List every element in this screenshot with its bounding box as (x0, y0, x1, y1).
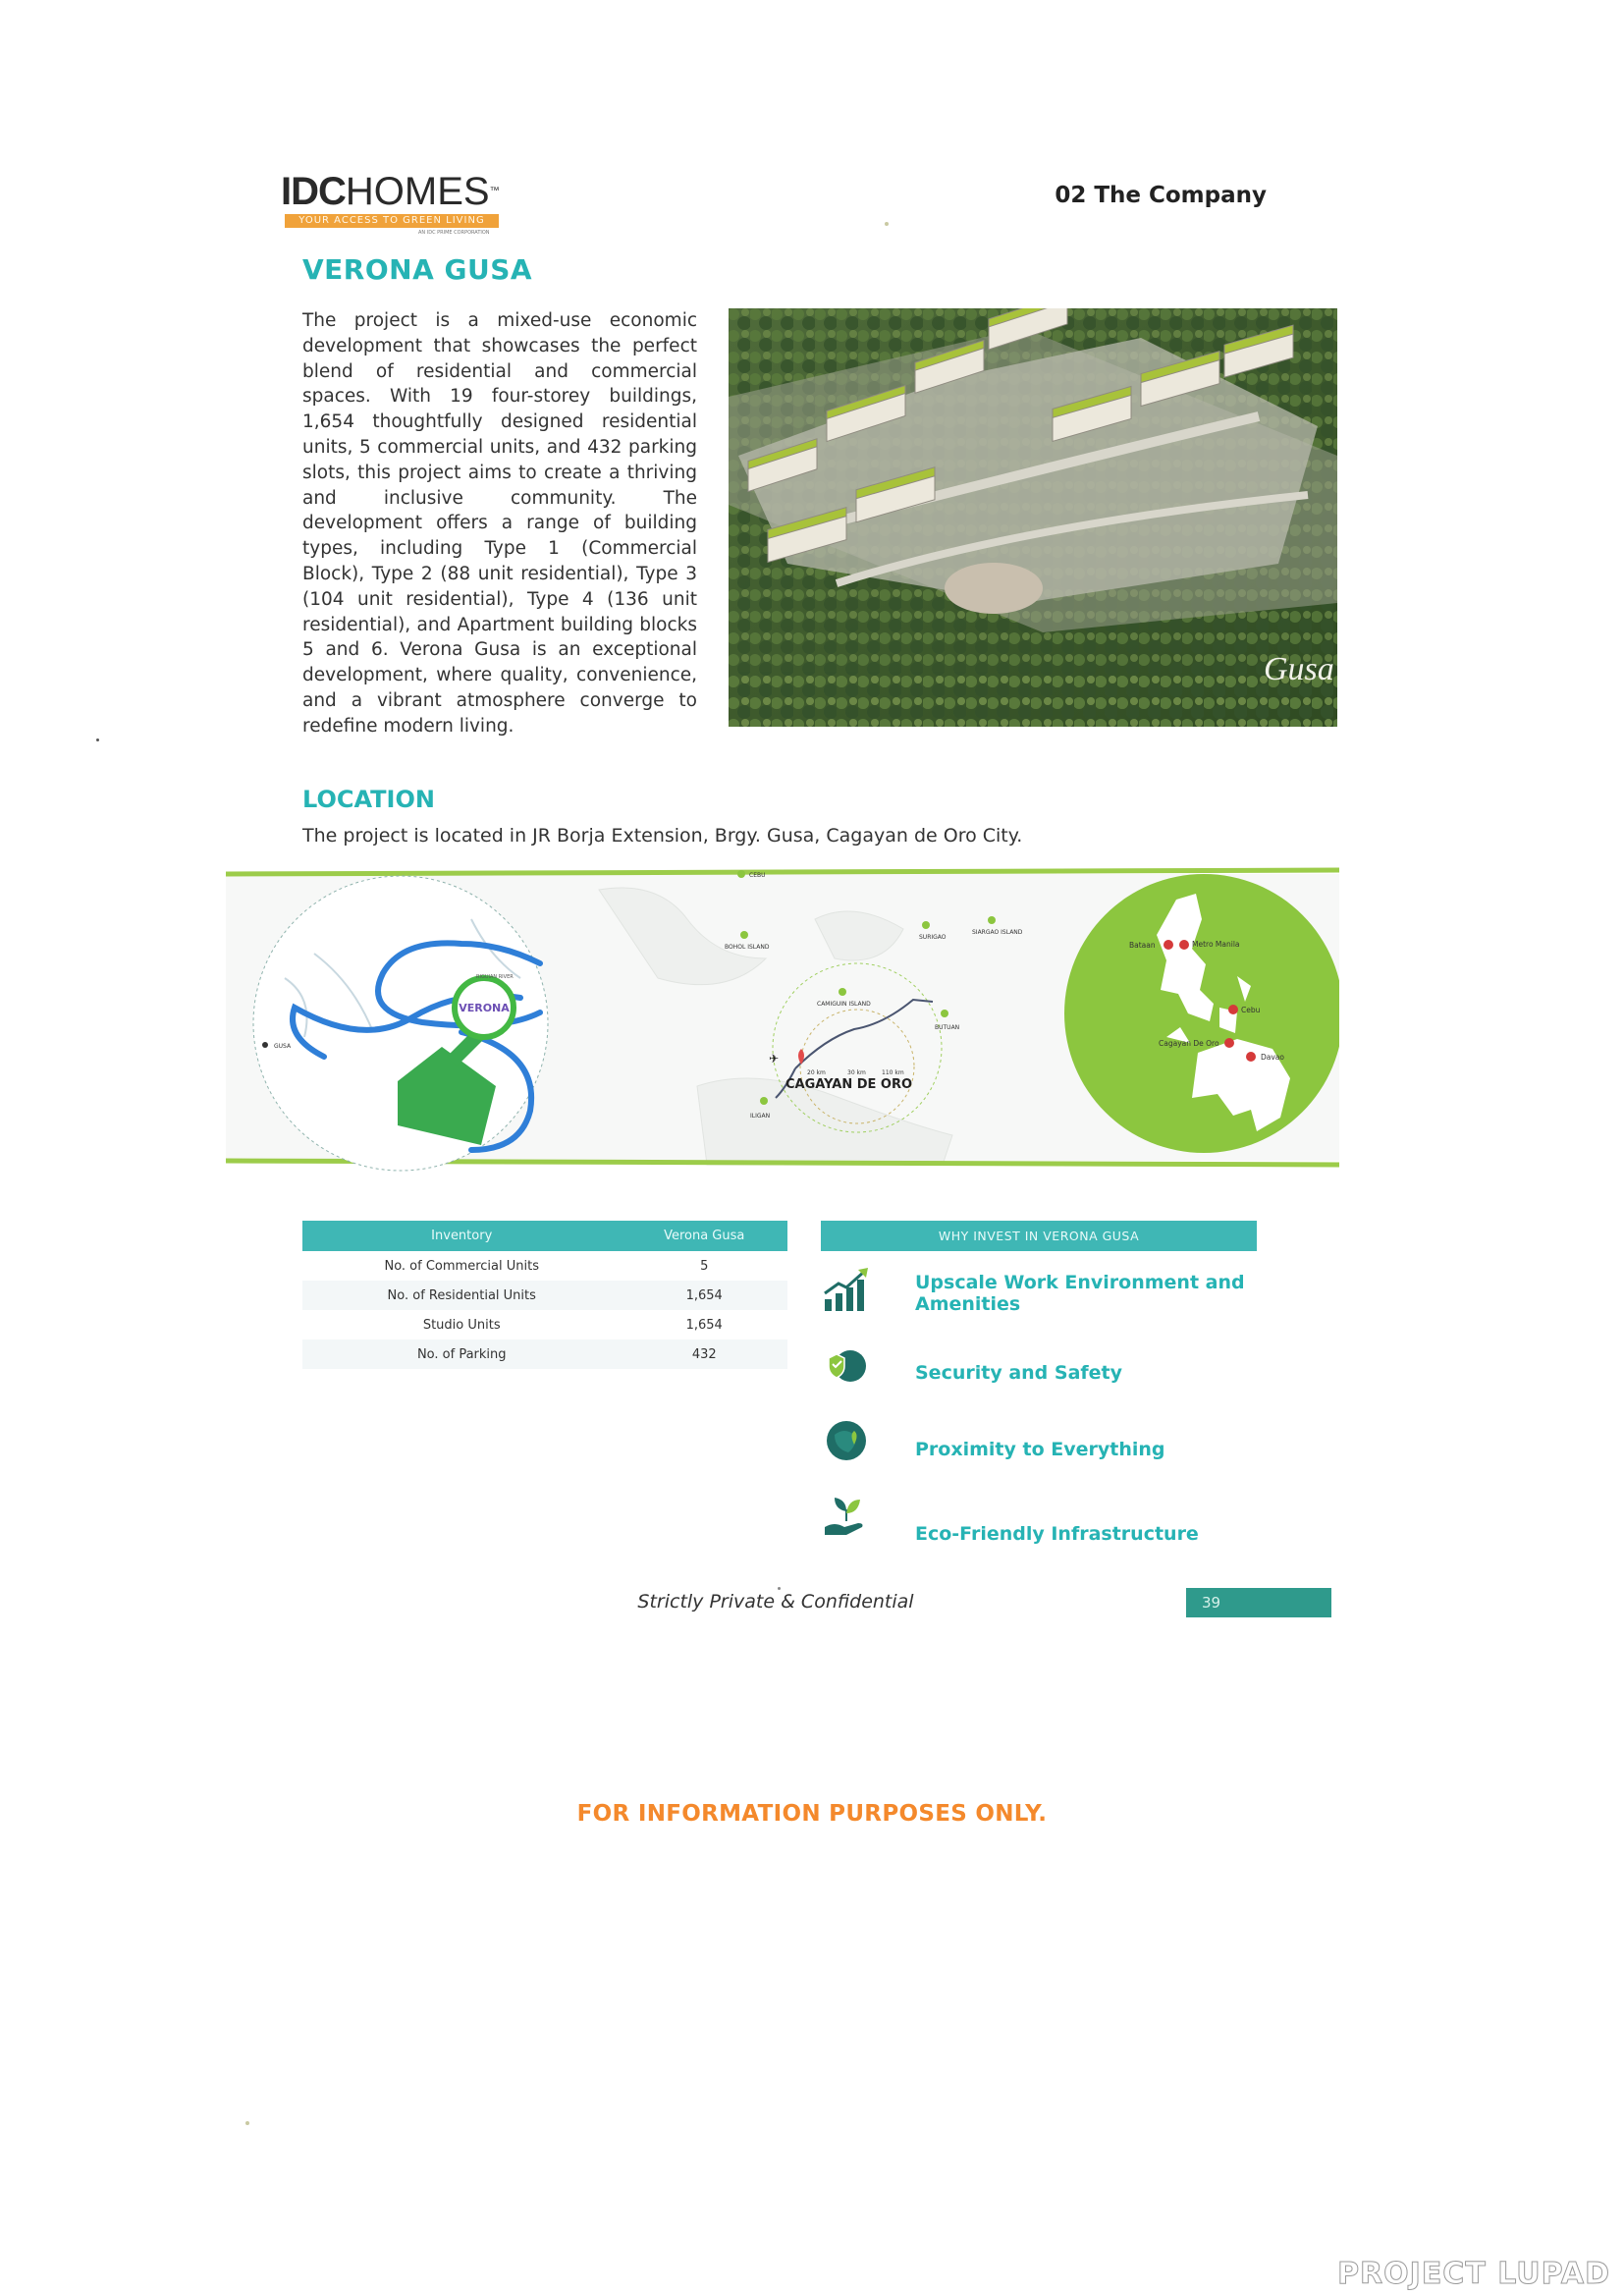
location-text: The project is located in JR Borja Extension, Brgy. Gusa, Cagayan de Oro City. (302, 825, 1023, 847)
label-distance-3: 110 km (882, 1069, 904, 1076)
why-invest-panel (821, 1221, 1257, 1545)
idc-homes-logo (281, 171, 526, 242)
inventory-header-row (302, 1221, 787, 1251)
logo-tagline: YOUR ACCESS TO GREEN LIVING (285, 214, 499, 228)
label-cagayan-de-oro: CAGAYAN DE ORO (785, 1077, 913, 1092)
benefit-label: Security and Safety (915, 1362, 1123, 1384)
local-map-logo: VERONA (459, 1002, 510, 1014)
benefit-label: Proximity to Everything (915, 1439, 1165, 1460)
label-bohol: BOHOL ISLAND (725, 944, 770, 951)
label-metro-manila: Metro Manila (1192, 940, 1240, 949)
logo-tm: ™ (489, 186, 499, 196)
scan-speck (245, 2121, 249, 2125)
table-cell: 5 (700, 1258, 709, 1274)
table-cell: 432 (621, 1339, 787, 1369)
label-bataan: Bataan (1129, 941, 1156, 950)
table-cell: No. of Parking (302, 1339, 621, 1369)
label-siargao: SIARGAO ISLAND (972, 929, 1023, 936)
page-number: 39 (1186, 1588, 1331, 1617)
label-butuan: BUTUAN (935, 1024, 960, 1031)
growth-chart-icon (821, 1266, 872, 1317)
project-title: VERONA GUSA (302, 253, 533, 286)
label-surigao: SURIGAO (919, 934, 947, 941)
airport-icon: ✈ (769, 1052, 780, 1066)
plant-hand-icon (821, 1492, 872, 1543)
table-cell: Studio Units (422, 1317, 501, 1333)
inventory-table (302, 1221, 787, 1369)
logo-brand-bold: IDC (281, 170, 346, 213)
label-river: RIGUIAN RIVER (476, 974, 514, 980)
logo-brand-light: HOMES (345, 170, 490, 213)
aerial-caption: Gusa (1264, 651, 1334, 687)
label-distance-2: 30 km (847, 1069, 866, 1076)
map-pin-icon (821, 1417, 872, 1468)
scan-speck (885, 222, 889, 226)
table-row (302, 1310, 787, 1339)
label-camiguin: CAMIGUIN ISLAND (817, 1001, 871, 1008)
why-invest-title: WHY INVEST IN VERONA GUSA (821, 1221, 1257, 1251)
label-gusa: GUSA (274, 1043, 292, 1050)
shield-icon (821, 1342, 872, 1394)
label-cebu-region: CEBU (749, 872, 766, 879)
section-label: 02 The Company (1055, 183, 1267, 208)
confidential-note: Strictly Private & Confidential (637, 1591, 914, 1613)
table-cell: No. of Residential Units (302, 1281, 621, 1310)
table-cell: 1,654 (621, 1281, 787, 1310)
label-distance-1: 20 km (807, 1069, 826, 1076)
watermark: PROJECT LUPAD (1337, 2257, 1610, 2291)
label-cdo-country: Cagayan De Oro (1159, 1039, 1219, 1048)
local-site-map (253, 876, 548, 1171)
table-row (302, 1251, 787, 1281)
table-cell: No. of Commercial Units (384, 1258, 539, 1274)
table-row (302, 1339, 787, 1369)
label-cebu: Cebu (1241, 1006, 1261, 1014)
label-iligan: ILIGAN (750, 1113, 771, 1120)
table-cell: 1,654 (685, 1317, 723, 1333)
table-row (302, 1281, 787, 1310)
logo-subline: AN IDC PRIME CORPORATION (418, 230, 490, 236)
inventory-header: Verona Gusa (621, 1221, 787, 1251)
scan-speck (778, 1587, 781, 1590)
label-davao: Davao (1261, 1053, 1284, 1062)
benefit-label: Upscale Work Environment and Amenities (915, 1272, 1245, 1315)
disclaimer: FOR INFORMATION PURPOSES ONLY. (576, 1801, 1048, 1827)
scan-speck (96, 738, 99, 741)
location-map (226, 860, 1339, 1176)
philippines-map (1064, 874, 1339, 1153)
location-title: LOCATION (302, 786, 435, 813)
aerial-rendering-image (729, 308, 1337, 727)
inventory-header: Inventory (302, 1221, 621, 1251)
project-description: The project is a mixed-use economic development that showcases the perfect blend of residential and commercial spaces. With 19 four-storey buildings, 1,654 thoughtfully designed residential units, 5 commercial units, and 432 parking slots, this project aims to create a thriving and inclusive community. The development offers a range of building types, including Type 1 (Commercial Block), Type 2 (88 unit residential), Type 3 (104 unit residential), Type 4 (136 unit residential), and Apartment building blocks 5 and 6. Verona Gusa is an exceptional development, where quality, convenience, and a vibrant atmosphere converge to redefine modern living. (302, 310, 697, 737)
benefit-label: Eco-Friendly Infrastructure (915, 1523, 1199, 1545)
